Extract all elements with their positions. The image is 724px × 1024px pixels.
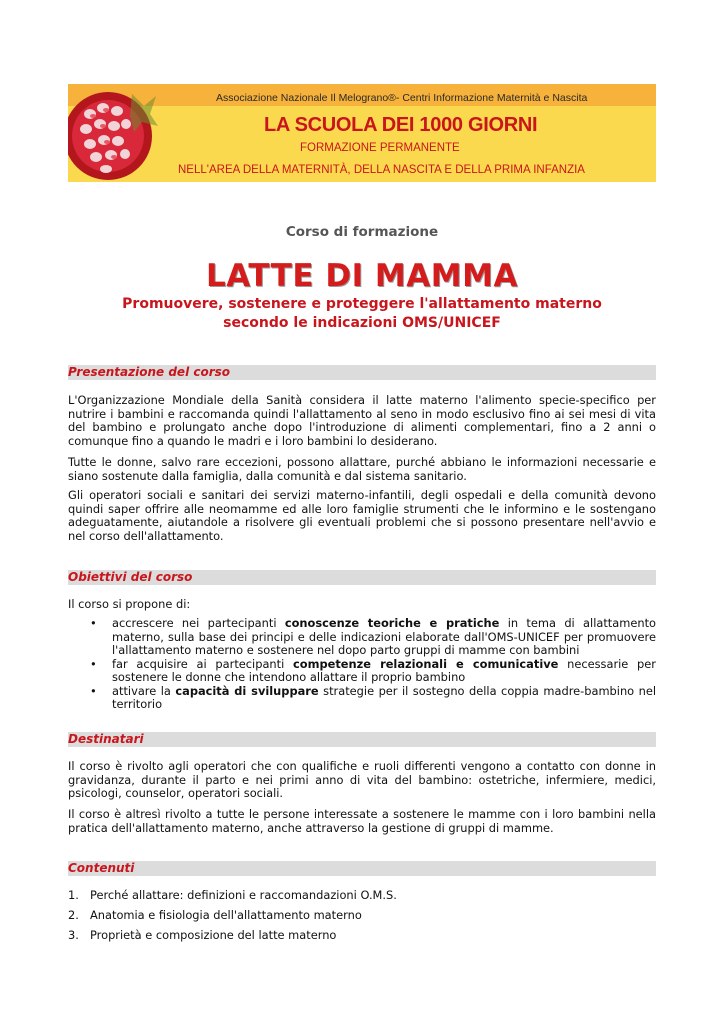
presentazione-paragraph-2: Tutte le donne, salvo rare eccezioni, possono allattare, purché abbiano le informazioni necessarie e siano sostenute dalla famiglia, dalla comunità e dal sistema sanitario. — [68, 455, 656, 483]
subtitle-line-2: secondo le indicazioni OMS/UNICEF — [223, 315, 501, 331]
list-item: 3. Proprietà e composizione del latte materno — [68, 928, 337, 942]
section-heading-obiettivi: Obiettivi del corso — [68, 570, 656, 585]
list-item: • attivare la capacità di sviluppare strategie per il sostegno della coppia madre-bambino nel territorio — [90, 683, 657, 711]
training-line-1: FORMAZIONE PERMANENTE — [300, 142, 460, 154]
training-line-2: NELL'AREA DELLA MATERNITÀ, DELLA NASCITA E DELLA PRIMA INFANZIA — [178, 164, 585, 176]
destinatari-paragraph-2: Il corso è altresì rivolto a tutte le persone interessate a sostenere le mamme con i loro bambini nella pratica dell'allattamento materno, anche attraverso la gestione di gruppi di mamme. — [68, 807, 656, 835]
contenuti-list — [68, 889, 656, 949]
subtitle-line-1: Promuovere, sostenere e proteggere l'allattamento materno — [122, 296, 602, 312]
list-item: 2. Anatomia e fisiologia dell'allattamento materno — [68, 908, 362, 922]
obiettivi-list — [68, 617, 656, 712]
page-subtitle — [0, 295, 724, 333]
list-item: 1. Perché allattare: definizioni e raccomandazioni O.M.S. — [68, 888, 397, 902]
presentazione-paragraph-3: Gli operatori sociali e sanitari dei servizi materno-infantili, degli ospedali e della comunità devono quindi saper offrire alle neomamme ed alle loro famiglie strumenti che le informino e le sostengano adeguatamente, aiutandole a risolvere gli eventuali problemi che si possono presentare nell'avvio e nel corso dell'allattamento. — [68, 488, 656, 543]
section-heading-destinatari: Destinatari — [68, 732, 656, 747]
destinatari-paragraph-1: Il corso è rivolto agli operatori che con qualifiche e ruoli differenti vengono a contatto con donne in gravidanza, durante il parto e nei primi anno di vita del bambino: ostetriche, infermiere, medici, psicologi, counselor, operatori sociali. — [68, 759, 656, 800]
header-banner — [68, 84, 656, 182]
presentazione-paragraph-1: L'Organizzazione Mondiale della Sanità considera il latte materno l'alimento specie-specifico per nutrire i bambini e raccomanda quindi l'allattamento al seno in modo esclusivo fino ai sei mesi di vita del bambino e prolungato anche dopo l'introduzione di alimenti complementari, fino a 2 anni o comunque fino a quando le madri e i loro bambini lo desiderano. — [68, 393, 656, 448]
school-title: LA SCUOLA DEI 1000 GIORNI — [264, 114, 538, 136]
association-name: Associazione Nazionale Il Melograno®- Centri Informazione Maternità e Nascita — [216, 92, 588, 104]
list-item: • accrescere nei partecipanti conoscenze teoriche e pratiche in tema di allattamento materno, sulla base dei principi e delle indicazioni elaborate dall'OMS-UNICEF per promuovere l'allattamento materno e sostenere nel dopo parto gruppi di mamme con bambini — [90, 616, 657, 657]
course-label: Corso di formazione — [285, 224, 439, 240]
obiettivi-intro: Il corso si propone di: — [68, 597, 191, 611]
page-title: LATTE DI MAMMA — [206, 258, 518, 294]
section-heading-contenuti: Contenuti — [68, 861, 656, 876]
list-item: • far acquisire ai partecipanti competenze relazionali e comunicative necessarie per sostenere le donne che intendono allattare il proprio bambino — [90, 656, 656, 684]
section-heading-presentazione: Presentazione del corso — [68, 365, 656, 380]
pomegranate-icon — [68, 84, 160, 182]
